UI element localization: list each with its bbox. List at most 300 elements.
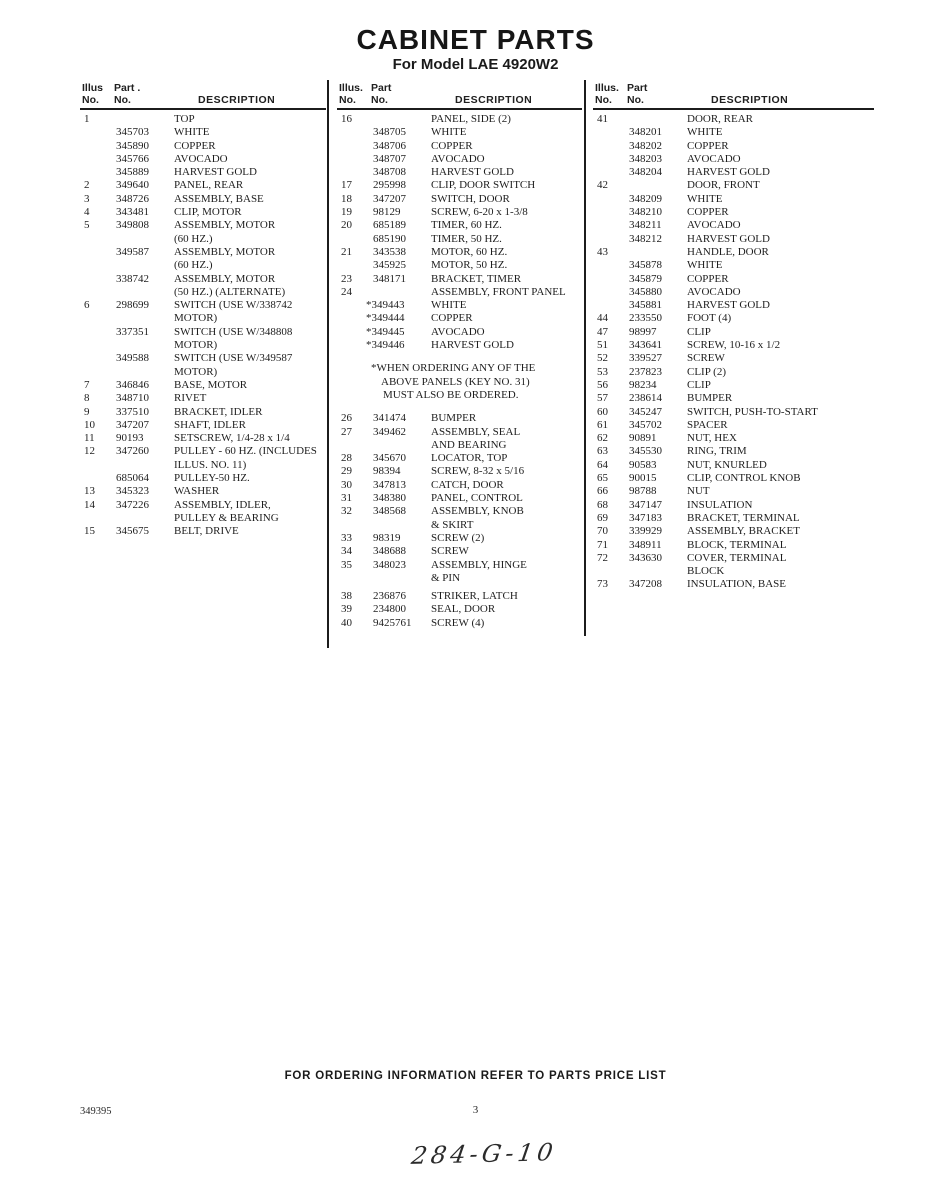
illus-no-cell xyxy=(80,153,116,166)
part-no-cell: 345879 xyxy=(629,272,662,285)
part-no-cell: 348380 xyxy=(373,492,406,505)
parts-row xyxy=(337,299,582,312)
column-header xyxy=(80,82,326,110)
part-no-cell xyxy=(373,113,431,126)
part-no-cell: 348688 xyxy=(373,545,406,558)
part-no-cell: 348211 xyxy=(629,219,662,232)
illus-no-cell: 41 xyxy=(597,113,608,125)
parts-row xyxy=(337,126,582,139)
description-cell: HARVEST GOLD xyxy=(687,232,770,245)
description-cell: WHITE xyxy=(687,126,723,139)
ordering-note-line: ABOVE PANELS (KEY NO. 31) xyxy=(381,375,530,388)
part-no-cell xyxy=(629,113,687,126)
description-cell: PANEL, REAR xyxy=(174,179,244,192)
part-no-cell: 348171 xyxy=(373,272,406,285)
parts-row xyxy=(80,459,326,472)
description-cell: HARVEST GOLD xyxy=(687,299,770,312)
part-no-cell: 339929 xyxy=(629,525,662,538)
part-no-cell: 345703 xyxy=(116,126,149,139)
parts-row xyxy=(80,206,326,219)
parts-row xyxy=(593,126,874,139)
description-cell: SCREW, 8-32 x 5/16 xyxy=(431,465,525,478)
parts-row xyxy=(593,552,874,565)
illus-no-cell: 6 xyxy=(84,299,90,312)
description-cell: SWITCH (USE W/338742 xyxy=(174,299,293,312)
description-cell: & PIN xyxy=(431,571,461,584)
illus-no-cell xyxy=(337,259,373,272)
description-cell: MOTOR, 60 HZ. xyxy=(431,245,508,258)
header-description-label: DESCRIPTION xyxy=(455,94,533,106)
illus-no-cell: 47 xyxy=(597,325,608,338)
part-no-cell: 348707 xyxy=(373,152,406,165)
description-cell: CLIP, MOTOR xyxy=(174,206,242,219)
parts-row xyxy=(593,153,874,166)
page-title: CABINET PARTS xyxy=(356,24,595,55)
part-no-cell: 298699 xyxy=(116,299,149,312)
description-cell: CLIP, CONTROL KNOB xyxy=(687,472,801,485)
parts-row xyxy=(593,193,874,206)
part-no-cell: 345890 xyxy=(116,139,149,152)
illus-no-cell: 12 xyxy=(84,445,95,458)
parts-row xyxy=(593,206,874,219)
part-no-cell xyxy=(373,519,431,532)
part-no-cell: 348705 xyxy=(373,126,406,139)
description-cell: ASSEMBLY, MOTOR xyxy=(174,245,276,258)
parts-row xyxy=(80,326,326,339)
parts-row xyxy=(593,166,874,179)
description-cell: BASE, MOTOR xyxy=(174,378,248,391)
illus-no-cell xyxy=(593,140,629,153)
description-cell: NUT, KNURLED xyxy=(687,458,767,471)
description-cell: AVOCADO xyxy=(687,219,741,232)
illus-no-cell: 9 xyxy=(84,405,90,418)
parts-row xyxy=(593,445,874,458)
page-number: 3 xyxy=(472,1104,479,1116)
header-part-label: Part xyxy=(371,82,392,94)
parts-row xyxy=(337,219,582,232)
description-cell: COPPER xyxy=(431,139,473,152)
part-no-cell: 345530 xyxy=(629,445,662,458)
description-cell: AVOCADO xyxy=(431,325,485,338)
description-cell: ASSEMBLY, BRACKET xyxy=(687,525,800,538)
description-cell: BRACKET, IDLER xyxy=(174,405,263,418)
header-no-label: No. xyxy=(595,94,612,106)
parts-row xyxy=(337,286,582,299)
illus-no-cell xyxy=(80,166,116,179)
description-cell: INSULATION, BASE xyxy=(687,578,786,591)
illus-no-cell xyxy=(337,439,373,452)
part-no-cell xyxy=(116,459,174,472)
description-cell: PULLEY-50 HZ. xyxy=(174,472,250,485)
illus-no-cell xyxy=(337,519,373,532)
description-cell: ASSEMBLY, HINGE xyxy=(431,558,527,571)
illus-no-cell: 52 xyxy=(597,352,608,365)
description-cell: COPPER xyxy=(687,272,729,285)
header-no-label: No. xyxy=(114,94,131,106)
illus-no-cell: 26 xyxy=(341,412,352,425)
part-no-cell: 685064 xyxy=(116,472,149,485)
parts-row xyxy=(593,339,874,352)
illus-no-cell: 11 xyxy=(84,432,95,445)
parts-row xyxy=(593,406,874,419)
header-illus-label: Illus. xyxy=(595,82,619,94)
description-cell: MOTOR) xyxy=(174,365,218,378)
description-cell: DOOR, FRONT xyxy=(687,179,760,192)
illus-no-cell: 63 xyxy=(597,445,608,458)
header-no-label: No. xyxy=(339,94,356,106)
parts-row xyxy=(80,445,326,458)
description-cell: HANDLE, DOOR xyxy=(687,245,769,258)
parts-row xyxy=(337,259,582,272)
part-no-cell: 9425761 xyxy=(373,616,412,629)
parts-row xyxy=(337,492,582,505)
description-cell: HARVEST GOLD xyxy=(431,166,514,179)
description-cell: BUMPER xyxy=(687,392,733,405)
parts-row xyxy=(337,452,582,465)
illus-no-cell xyxy=(80,472,116,485)
part-no-cell: 349808 xyxy=(116,219,149,232)
parts-row xyxy=(593,219,874,232)
description-cell: SCREW, 10-16 x 1/2 xyxy=(687,339,781,352)
description-cell: SWITCH, PUSH-TO-START xyxy=(687,405,818,418)
illus-no-cell: 68 xyxy=(597,498,608,511)
illus-no-cell xyxy=(80,259,116,272)
parts-row xyxy=(80,485,326,498)
parts-row xyxy=(337,273,582,286)
part-no-cell: 337351 xyxy=(116,325,149,338)
part-no-cell: 348568 xyxy=(373,505,406,518)
parts-row xyxy=(337,179,582,192)
parts-row xyxy=(80,113,326,126)
parts-row xyxy=(593,113,874,126)
illus-no-cell xyxy=(593,219,629,232)
illus-no-cell: 28 xyxy=(341,452,352,465)
part-no-cell: 347207 xyxy=(116,418,149,431)
parts-row xyxy=(593,286,874,299)
part-no-cell: 343481 xyxy=(116,206,149,219)
description-cell: COPPER xyxy=(687,206,729,219)
parts-row xyxy=(80,525,326,538)
parts-row xyxy=(337,140,582,153)
illus-no-cell: 23 xyxy=(341,272,352,285)
part-no-cell: 345766 xyxy=(116,152,149,165)
illus-no-cell xyxy=(80,352,116,365)
parts-row xyxy=(80,312,326,325)
part-no-cell: 343538 xyxy=(373,245,406,258)
illus-no-cell: 40 xyxy=(341,616,352,629)
illus-no-cell xyxy=(593,565,629,578)
description-cell: ASSEMBLY, MOTOR xyxy=(174,272,276,285)
description-cell: HARVEST GOLD xyxy=(174,166,257,179)
illus-no-cell: 35 xyxy=(341,558,352,571)
description-cell: SCREW xyxy=(431,545,469,558)
illus-no-cell: 72 xyxy=(597,551,608,564)
part-no-cell: 349588 xyxy=(116,352,149,365)
parts-row xyxy=(80,406,326,419)
description-cell: SHAFT, IDLER xyxy=(174,418,246,431)
part-no-cell: 347208 xyxy=(629,578,662,591)
part-no-cell: 345880 xyxy=(629,285,662,298)
part-no-cell: 345702 xyxy=(629,418,662,431)
description-cell: WHITE xyxy=(431,126,467,139)
parts-row xyxy=(593,366,874,379)
parts-row xyxy=(593,326,874,339)
column-header xyxy=(337,82,582,110)
description-cell: WHITE xyxy=(687,259,723,272)
part-no-cell xyxy=(629,565,687,578)
parts-row xyxy=(593,352,874,365)
description-cell: ASSEMBLY, FRONT PANEL xyxy=(431,285,566,298)
illus-no-cell xyxy=(337,572,373,585)
description-cell: ASSEMBLY, SEAL xyxy=(431,425,521,438)
part-no-cell xyxy=(116,312,174,325)
description-cell: COVER, TERMINAL xyxy=(687,551,787,564)
illus-no-cell: 16 xyxy=(341,113,352,125)
description-cell: INSULATION xyxy=(687,498,753,511)
description-cell: WASHER xyxy=(174,485,220,498)
illus-no-cell: 33 xyxy=(341,531,352,544)
illus-no-cell: 4 xyxy=(84,206,90,219)
ordering-note-line: MUST ALSO BE ORDERED. xyxy=(383,388,519,401)
part-no-cell: *349446 xyxy=(366,339,405,352)
description-cell: FOOT (4) xyxy=(687,312,732,325)
description-cell: AVOCADO xyxy=(174,152,228,165)
description-cell: & SKIRT xyxy=(431,518,474,531)
part-no-cell xyxy=(116,233,174,246)
illus-no-cell: 34 xyxy=(341,545,352,558)
part-no-cell: 341474 xyxy=(373,412,406,425)
description-cell: (50 HZ.) (ALTERNATE) xyxy=(174,285,286,298)
parts-rows xyxy=(80,110,326,539)
part-no-cell: 345247 xyxy=(629,405,662,418)
part-no-cell: 98788 xyxy=(629,485,657,498)
part-no-cell: 347147 xyxy=(629,498,662,511)
illus-no-cell: 1 xyxy=(84,113,90,125)
part-no-cell: *349444 xyxy=(366,312,405,325)
description-cell: BRACKET, TERMINAL xyxy=(687,511,800,524)
part-no-cell: 346846 xyxy=(116,378,149,391)
parts-row xyxy=(593,525,874,538)
part-no-cell: 347207 xyxy=(373,192,406,205)
illus-no-cell: 24 xyxy=(341,285,352,298)
illus-no-cell xyxy=(593,193,629,206)
parts-row xyxy=(593,419,874,432)
description-cell: SETSCREW, 1/4-28 x 1/4 xyxy=(174,432,290,445)
parts-row xyxy=(593,578,874,591)
illus-no-cell xyxy=(337,126,373,139)
part-no-cell: 685190 xyxy=(373,232,406,245)
part-no-cell: 347226 xyxy=(116,498,149,511)
illus-no-cell: 29 xyxy=(341,465,352,478)
illus-no-cell xyxy=(80,126,116,139)
parts-row xyxy=(80,246,326,259)
parts-row xyxy=(593,179,874,192)
parts-row xyxy=(80,299,326,312)
part-no-cell: 348710 xyxy=(116,392,149,405)
illus-no-cell: 3 xyxy=(84,192,90,205)
header-no-label: No. xyxy=(371,94,388,106)
illus-no-cell: 70 xyxy=(597,525,608,538)
parts-row xyxy=(80,512,326,525)
parts-row xyxy=(80,379,326,392)
part-no-cell: 233550 xyxy=(629,312,662,325)
description-cell: NUT, HEX xyxy=(687,432,737,445)
parts-row xyxy=(80,352,326,365)
illus-no-cell: 71 xyxy=(597,538,608,551)
description-cell: ASSEMBLY, IDLER, xyxy=(174,498,271,511)
part-no-cell xyxy=(373,439,431,452)
parts-row xyxy=(593,246,874,259)
description-cell: WHITE xyxy=(174,126,210,139)
description-cell: LOCATOR, TOP xyxy=(431,452,508,465)
description-cell: MOTOR) xyxy=(174,339,218,352)
description-cell: SWITCH, DOOR xyxy=(431,192,510,205)
parts-row xyxy=(337,326,582,339)
parts-row xyxy=(593,499,874,512)
illus-no-cell: 61 xyxy=(597,418,608,431)
parts-row xyxy=(80,419,326,432)
part-no-cell: 348911 xyxy=(629,538,662,551)
part-no-cell xyxy=(373,572,431,585)
illus-no-cell: 43 xyxy=(597,245,608,258)
part-no-cell: 345323 xyxy=(116,485,149,498)
parts-row xyxy=(337,545,582,558)
parts-row xyxy=(593,379,874,392)
illus-no-cell: 13 xyxy=(84,485,95,498)
description-cell: SCREW, 6-20 x 1-3/8 xyxy=(431,206,528,219)
illus-no-cell: 27 xyxy=(341,425,352,438)
description-cell: CLIP xyxy=(687,378,711,391)
part-no-cell: 348209 xyxy=(629,192,662,205)
description-cell: COPPER xyxy=(174,139,216,152)
part-no-cell: 348708 xyxy=(373,166,406,179)
part-no-cell: 234800 xyxy=(373,603,406,616)
illus-no-cell: 62 xyxy=(597,432,608,445)
parts-row xyxy=(337,505,582,518)
illus-no-cell xyxy=(80,233,116,246)
part-no-cell: 90015 xyxy=(629,472,657,485)
description-cell: CLIP xyxy=(687,325,711,338)
illus-no-cell: 65 xyxy=(597,472,608,485)
parts-row xyxy=(593,273,874,286)
part-no-cell xyxy=(116,339,174,352)
part-no-cell: 348212 xyxy=(629,232,662,245)
parts-row xyxy=(337,193,582,206)
header-no-label: No. xyxy=(82,94,99,106)
illus-no-cell xyxy=(593,153,629,166)
parts-row xyxy=(337,153,582,166)
illus-no-cell: 53 xyxy=(597,365,608,378)
parts-row xyxy=(80,153,326,166)
part-no-cell: 98234 xyxy=(629,378,657,391)
description-cell: SWITCH (USE W/348808 xyxy=(174,325,293,338)
parts-row xyxy=(337,206,582,219)
ordering-footer-note: FOR ORDERING INFORMATION REFER TO PARTS PRICE LIST xyxy=(284,1070,667,1082)
description-cell: TIMER, 60 HZ. xyxy=(431,219,502,232)
illus-no-cell xyxy=(80,286,116,299)
part-no-cell: 339527 xyxy=(629,352,662,365)
parts-row xyxy=(337,603,582,616)
row-gap xyxy=(337,402,582,412)
parts-row xyxy=(337,412,582,425)
description-cell: AND BEARING xyxy=(431,438,507,451)
part-no-cell: 348023 xyxy=(373,558,406,571)
ordering-note-line: *WHEN ORDERING ANY OF THE xyxy=(371,362,536,375)
illus-no-cell: 73 xyxy=(597,578,608,591)
illus-no-cell: 21 xyxy=(341,245,352,258)
parts-rows xyxy=(593,110,874,592)
handwritten-annotation: 284-G-10 xyxy=(409,1138,559,1170)
illus-no-cell: 60 xyxy=(597,405,608,418)
illus-no-cell: 66 xyxy=(597,485,608,498)
part-no-cell: 238614 xyxy=(629,392,662,405)
description-cell: AVOCADO xyxy=(687,152,741,165)
illus-no-cell xyxy=(80,312,116,325)
illus-no-cell: 69 xyxy=(597,511,608,524)
parts-row xyxy=(80,339,326,352)
illus-no-cell xyxy=(337,153,373,166)
part-no-cell: 348202 xyxy=(629,139,662,152)
column-divider xyxy=(327,80,329,648)
parts-rows xyxy=(337,110,582,630)
parts-row xyxy=(593,299,874,312)
part-no-cell: 345889 xyxy=(116,166,149,179)
illus-no-cell: 51 xyxy=(597,339,608,352)
description-cell: ASSEMBLY, BASE xyxy=(174,192,264,205)
description-cell: BLOCK xyxy=(687,565,725,578)
header-illus-label: Illus xyxy=(82,82,104,94)
parts-row xyxy=(337,590,582,603)
parts-column-3 xyxy=(593,82,874,592)
parts-row xyxy=(80,126,326,139)
parts-row xyxy=(337,166,582,179)
header-part-label: Part . xyxy=(114,82,141,94)
description-cell: SEAL, DOOR xyxy=(431,603,496,616)
illus-no-cell: 30 xyxy=(341,478,352,491)
illus-no-cell xyxy=(80,366,116,379)
parts-row xyxy=(337,479,582,492)
part-no-cell: 348726 xyxy=(116,192,149,205)
parts-row xyxy=(80,392,326,405)
part-no-cell: 237823 xyxy=(629,365,662,378)
document-number: 349395 xyxy=(80,1106,112,1117)
part-no-cell: 236876 xyxy=(373,590,406,603)
part-no-cell: 349462 xyxy=(373,425,406,438)
parts-row xyxy=(80,366,326,379)
page-subtitle: For Model LAE 4920W2 xyxy=(392,56,559,73)
parts-row xyxy=(593,432,874,445)
parts-row xyxy=(593,259,874,272)
part-no-cell: 98129 xyxy=(373,206,401,219)
description-cell: CATCH, DOOR xyxy=(431,478,504,491)
parts-row xyxy=(80,259,326,272)
part-no-cell: 348201 xyxy=(629,126,662,139)
parts-row xyxy=(80,432,326,445)
description-cell: WHITE xyxy=(431,299,467,312)
parts-row xyxy=(80,273,326,286)
description-cell: STRIKER, LATCH xyxy=(431,590,518,603)
description-cell: BLOCK, TERMINAL xyxy=(687,538,787,551)
illus-no-cell: 31 xyxy=(341,492,352,505)
part-no-cell: 337510 xyxy=(116,405,149,418)
part-no-cell: 347813 xyxy=(373,478,406,491)
parts-column-1 xyxy=(80,82,326,539)
parts-column-2 xyxy=(337,82,582,630)
parts-row xyxy=(593,392,874,405)
parts-row xyxy=(593,485,874,498)
header-illus-label: Illus. xyxy=(339,82,363,94)
illus-no-cell xyxy=(80,459,116,472)
